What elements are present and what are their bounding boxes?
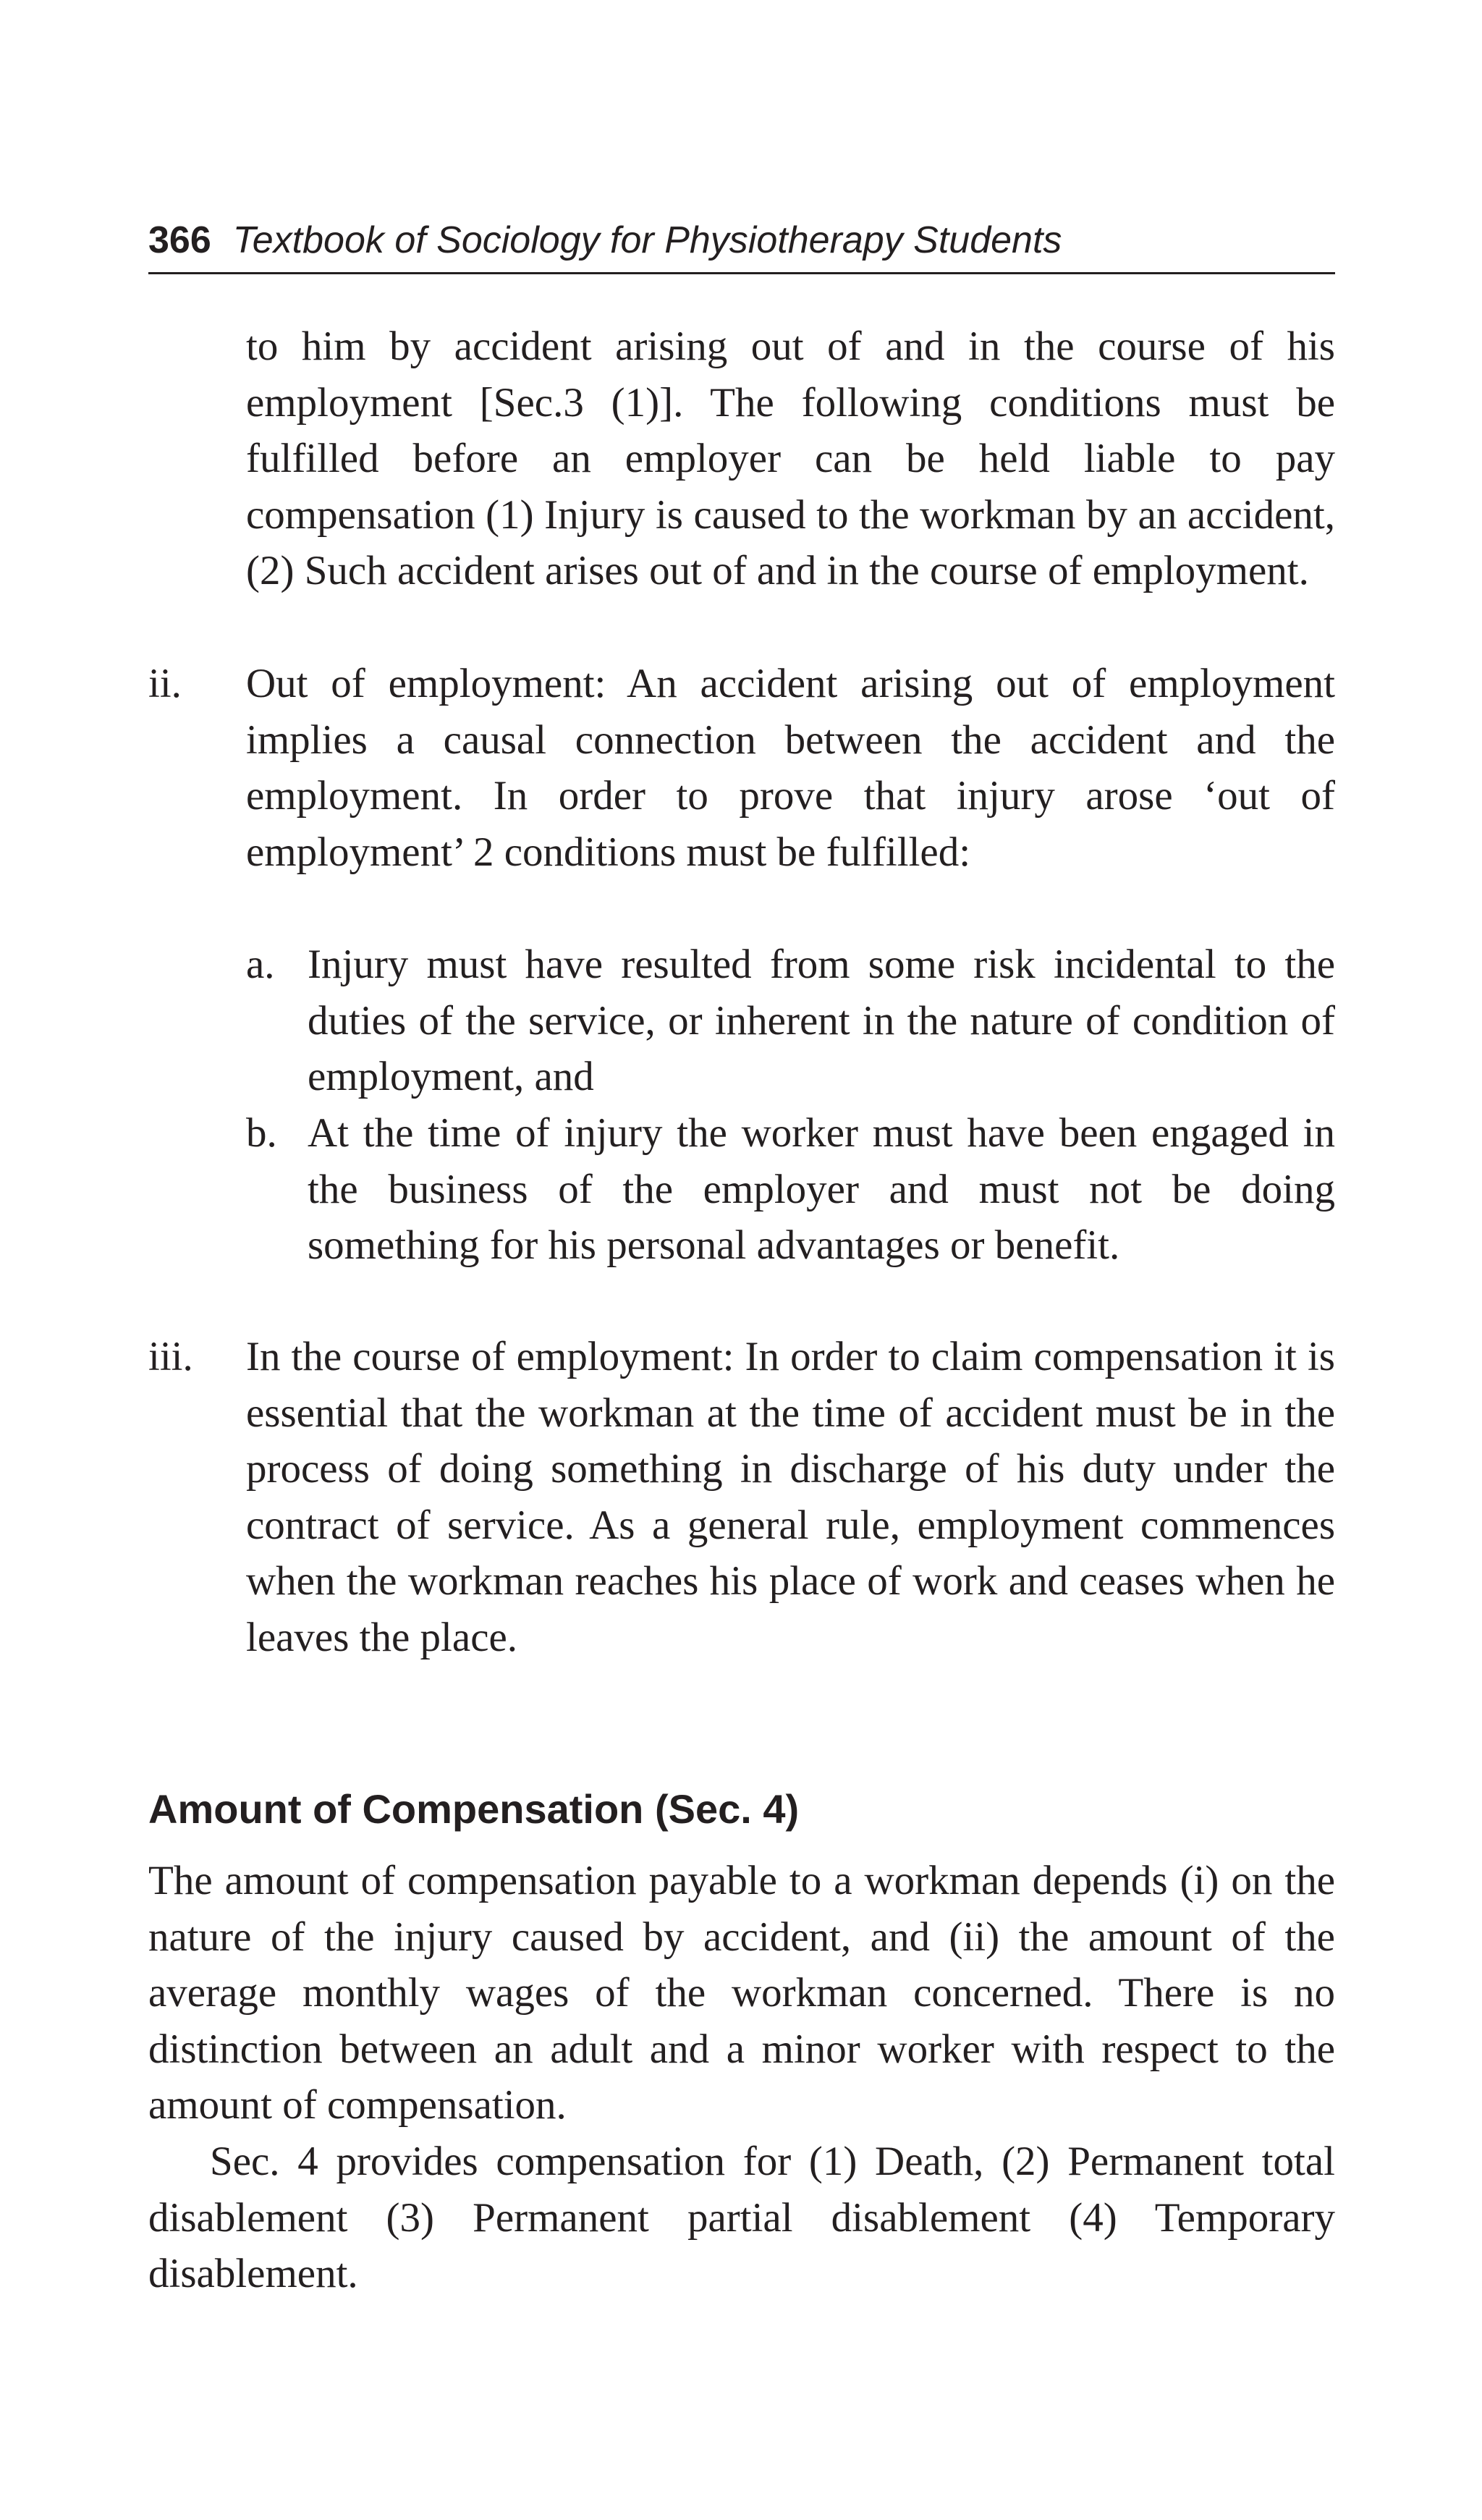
book-title: Textbook of Sociology for Physiotherapy Students [232,219,1062,261]
list-text-a: Injury must have resulted from some risk incidental to the duties of the service, or inherent in the nature of condition of employment, and [308,942,1335,1099]
list-marker-iii: iii. [148,1334,193,1379]
list-marker-a: a. [246,942,275,987]
running-header [148,217,1335,274]
list-text-b: At the time of injury the worker must have been engaged in the business of the employer and must not be doing something for his personal advantages or benefit. [308,1110,1335,1268]
section-paragraph-2: Sec. 4 provides compensation for (1) Death, (2) Permanent total disablement (3) Permanent partial disablement (4) Temporary disablement. [148,2139,1335,2296]
list-text-ii: Out of employment: An accident arising out of employment implies a causal connection between the accident and the employment. In order to prove that injury arose ‘out of employment’ 2 conditions must be fulfilled: [246,661,1335,875]
list-text-iii: In the course of employment: In order to claim compensation it is essential that the workman at the time of accident must be in the process of doing something in discharge of his duty under the contract of service. As a general rule, employment commences when the workman reaches his place of work and ceases when he leaves the place. [246,1334,1335,1660]
page-number: 366 [148,219,211,261]
list-marker-b: b. [246,1110,277,1156]
section-paragraph-1: The amount of compensation payable to a workman depends (i) on the nature of the injury caused by accident, and (ii) the amount of the average monthly wages of the workman concerned. There is no distinction between an adult and a minor worker with respect to the amount of compensation. [148,1858,1335,2128]
section-heading: Amount of Compensation (Sec. 4) [148,1786,800,1832]
list-marker-ii: ii. [148,661,182,706]
continued-paragraph: to him by accident arising out of and in the course of his employment [Sec.3 (1)]. The following conditions must be fulfilled before an employer can be held liable to pay compensation (1) Injury is caused to the workman by an accident, (2) Such accident arises out of and in the course of employment. [246,324,1335,593]
